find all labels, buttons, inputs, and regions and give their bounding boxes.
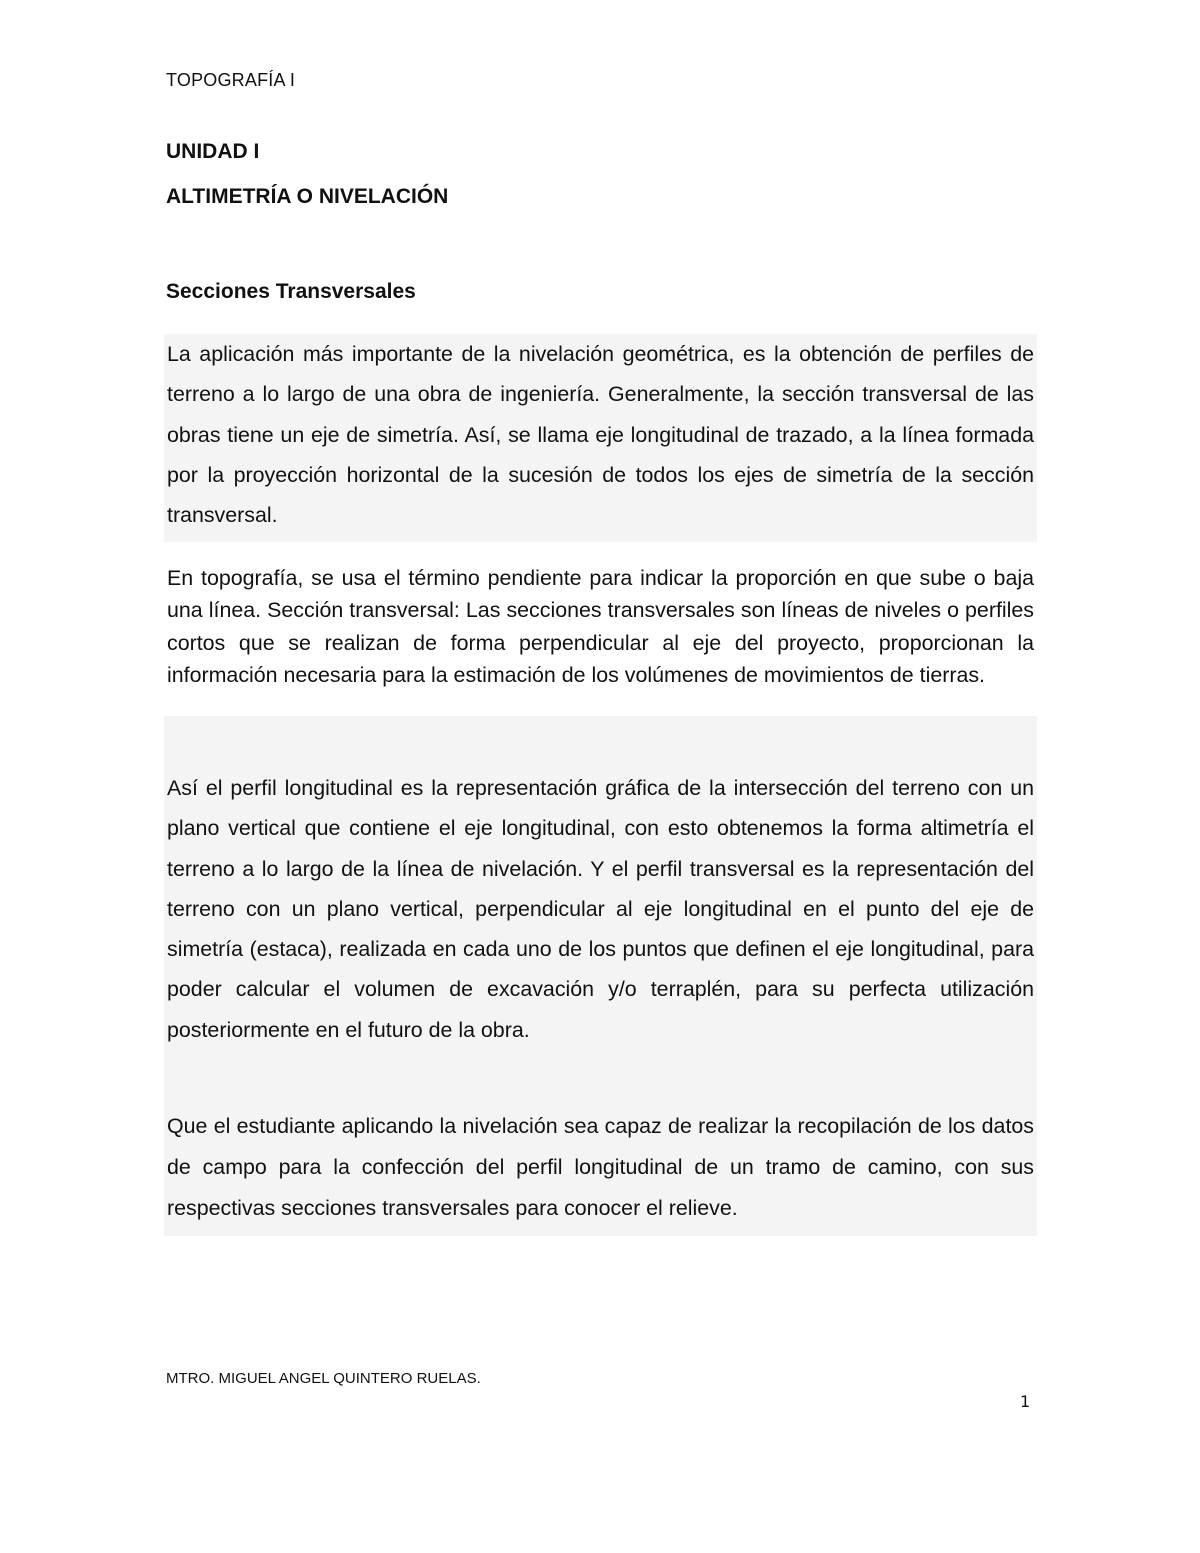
chapter-title: ALTIMETRÍA O NIVELACIÓN bbox=[166, 185, 449, 208]
footer-author: MTRO. MIGUEL ANGEL QUINTERO RUELAS. bbox=[166, 1370, 481, 1387]
unit-title: UNIDAD I bbox=[166, 140, 260, 163]
section-title: Secciones Transversales bbox=[166, 280, 416, 303]
paragraph-1: La aplicación más importante de la nivelación geométrica, es la obtención de perfiles de terreno a lo largo de una obra de ingeniería. Generalmente, la sección transversal de las obras tiene un eje de simetría. Así, se llama eje longitudinal de trazado, a la línea formada por la proyección horizontal de la sucesión de todos los ejes de simetría de la sección transversal. bbox=[164, 334, 1037, 542]
page-number: 1 bbox=[1020, 1392, 1031, 1411]
paragraph-4: Que el estudiante aplicando la nivelación sea capaz de realizar la recopilación de los datos de campo para la confección del perfil longitudinal de un tramo de camino, con sus respectivas secciones transversales para conocer el relieve. bbox=[164, 1064, 1037, 1236]
paragraph-3: Así el perfil longitudinal es la representación gráfica de la intersección del terreno con un plano vertical que contiene el eje longitudinal, con esto obtenemos la forma altimetría el terreno a lo largo de la línea de nivelación. Y el perfil transversal es la representación del terreno con un plano vertical, perpendicular al eje longitudinal en el punto del eje de simetría (estaca), realizada en cada uno de los puntos que definen el eje longitudinal, para poder calcular el volumen de excavación y/o terraplén, para su perfecta utilización posteriormente en el futuro de la obra. bbox=[164, 716, 1037, 1064]
running-header: TOPOGRAFÍA I bbox=[166, 70, 296, 90]
paragraph-2: En topografía, se usa el término pendiente para indicar la proporción en que sube o baja una línea. Sección transversal: Las secciones transversales son líneas de niveles o perfiles cortos que se realizan de forma perpendicular al eje del proyecto, proporcionan la información necesaria para la estimación de los volúmenes de movimientos de tierras. bbox=[167, 566, 1034, 687]
